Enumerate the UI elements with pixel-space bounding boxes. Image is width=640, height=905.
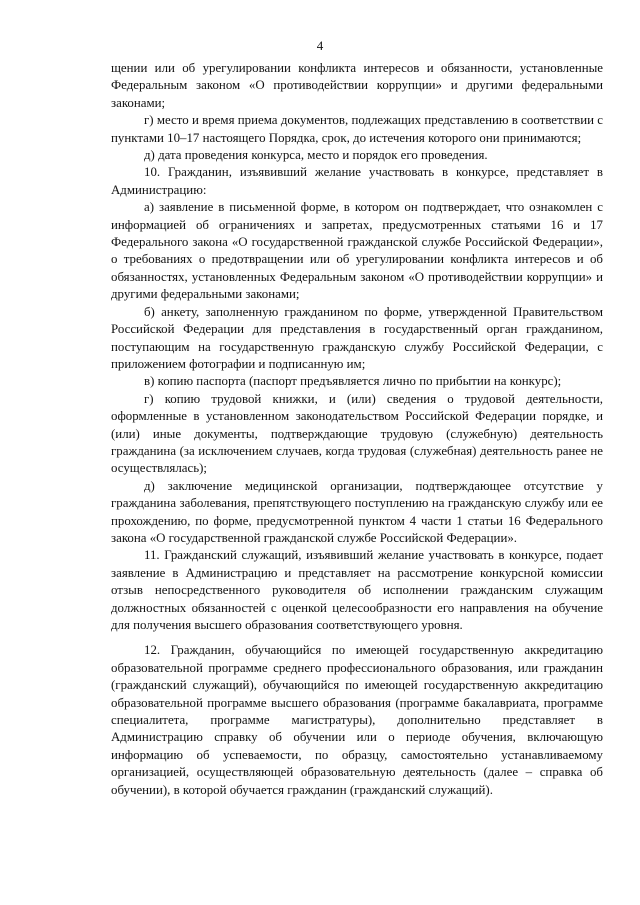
document-body [111,60,603,799]
page-number: 4 [316,38,324,53]
paragraph-item-g: г) место и время приема документов, подлежащих представлению в соответствии с пунктами 10–17 настоящего Порядка, срок, до истечения которого они принимаются; [111,113,603,145]
paragraph-10: 10. Гражданин, изъявивший желание участвовать в конкурсе, представляет в Администрацию: [111,165,603,197]
paragraph-10-b: б) анкету, заполненную гражданином по форме, утвержденной Правительством Российской Федерации для представления в государственный орган гражданином, поступающим на государственную гражданскую службу Российской Федерации, с приложением фотографии и подписанную им; [111,304,603,371]
paragraph-10-d: д) заключение медицинской организации, подтверждающее отсутствие у гражданина заболевания, препятствующего поступлению на гражданскую службу или ее прохождению, по форме, предусмотренной пунктом 4 части 1 статьи 16 Федерального закона «О государственной гражданской службе Российской Федерации». [111,478,603,545]
paragraph-10-a: а) заявление в письменной форме, в котором он подтверждает, что ознакомлен с информацией об ограничениях и запретах, предусмотренных статьями 16 и 17 Федерального закона «О государственной гражданской службе Российской Федерации», о требованиях о предотвращении или об урегулировании конфликта интересов и об обязанностях, установленных Федеральным законом «О противодействии коррупции» и другими федеральными законами; [111,200,603,302]
paragraph-item-d: д) дата проведения конкурса, место и порядок его проведения. [144,148,488,163]
paragraph-continuation: щении или об урегулировании конфликта интересов и обязанности, установленные Федеральным законом «О противодействии коррупции» и другими федеральными законами; [111,61,603,110]
paragraph-10-g: г) копию трудовой книжки, и (или) сведения о трудовой деятельности, оформленные в установленном законодательством Российской Федерации порядке, и (или) иные документы, подтверждающие трудовую (служебную) деятельность гражданина (за исключением случаев, когда трудовая (служебная) деятельность ранее не осуществлялась); [111,391,603,476]
paragraph-11: 11. Гражданский служащий, изъявивший желание участвовать в конкурсе, подает заявление в Администрацию и представляет на рассмотрение конкурсной комиссии отзыв непосредственного руководителя об исполнении гражданским служащим должностных обязанностей с оценкой целесообразности его направления на обучение для получения высшего образования соответствующего уровня. [111,548,603,632]
paragraph-10-v: в) копию паспорта (паспорт предъявляется лично по прибытии на конкурс); [144,374,562,389]
paragraph-12: 12. Гражданин, обучающийся по имеющей государственную аккредитацию образовательной программе среднего профессионального образования, или гражданин (гражданский служащий), обучающийся по имеющей государственную аккредитацию образовательной программе высшего образования (программе бакалавриата, программе специалитета, программе магистратуры), дополнительно представляет в Администрацию справку об обучении или о периоде обучения, включающую информацию об успеваемости, по образцу, самостоятельно устанавливаемому организацией, осуществляющей образовательную деятельность (далее – справка об обучении), в которой обучается гражданин (гражданский служащий). [111,643,603,797]
